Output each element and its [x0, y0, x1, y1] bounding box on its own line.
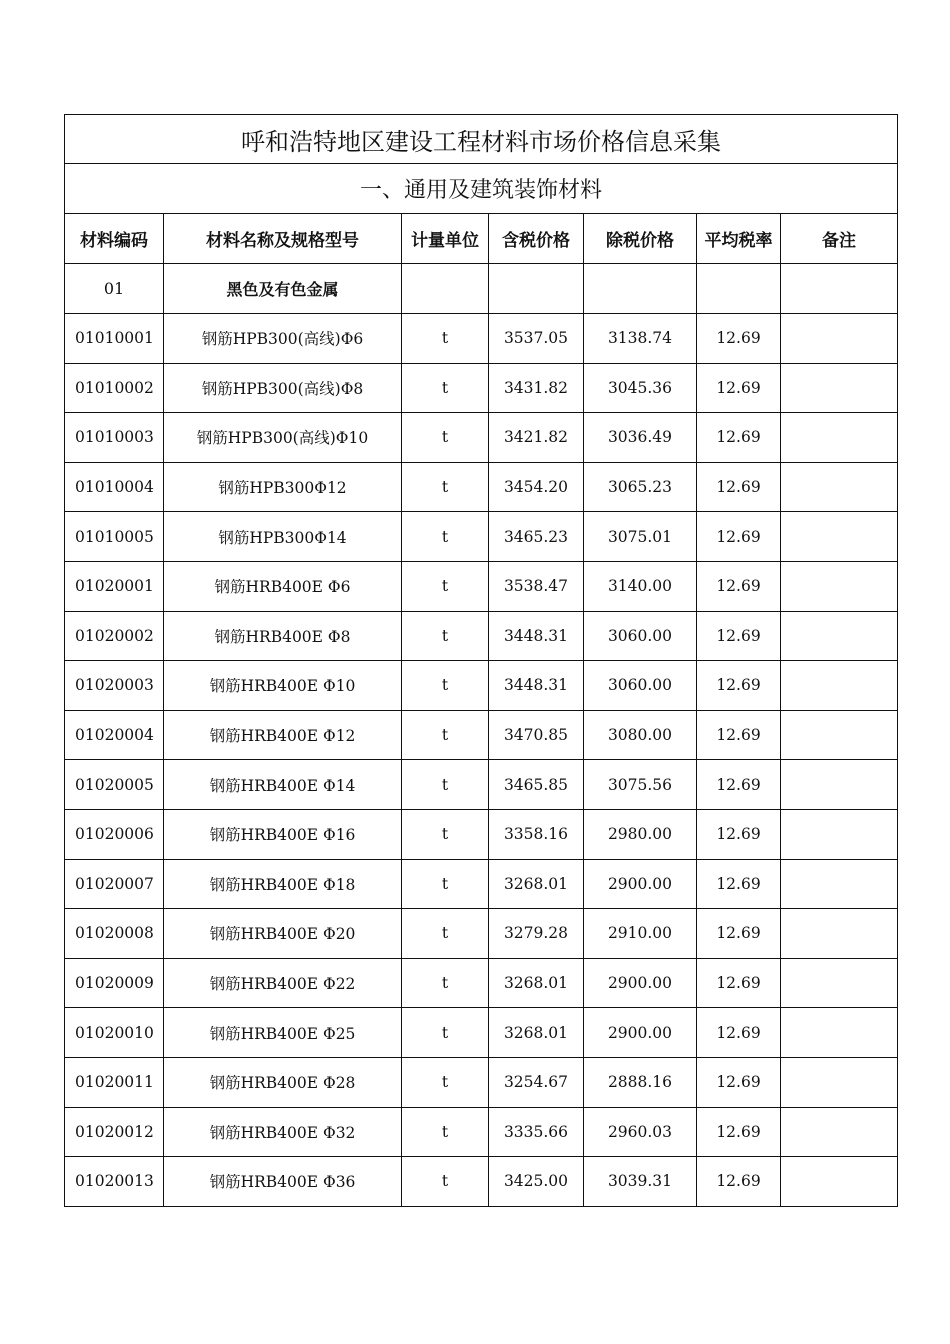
cell-note: [781, 859, 898, 909]
cell-code: 01020011: [65, 1057, 164, 1107]
cell-price-notax: 3138.74: [584, 314, 697, 364]
cell-note: [781, 958, 898, 1008]
cell-code: 01010001: [65, 314, 164, 364]
cell-price-tax: 3421.82: [489, 413, 584, 463]
cell-price-tax: 3425.00: [489, 1157, 584, 1207]
table-row: [65, 809, 898, 859]
table-row: [65, 363, 898, 413]
cell-price-notax: 2960.03: [584, 1107, 697, 1157]
cell-price-notax: 3140.00: [584, 561, 697, 611]
table-row: [65, 512, 898, 562]
cell-rate: 12.69: [697, 661, 781, 711]
cell-note: [781, 512, 898, 562]
cell-note: [781, 413, 898, 463]
cell-price-notax: 2980.00: [584, 809, 697, 859]
header-price-tax: 含税价格: [489, 214, 584, 264]
cell-name: 钢筋HRB400E Φ6: [164, 561, 402, 611]
cell-unit: t: [402, 909, 489, 959]
empty-cell: [402, 264, 489, 314]
cell-name: 钢筋HRB400E Φ8: [164, 611, 402, 661]
cell-price-tax: 3470.85: [489, 710, 584, 760]
cell-unit: t: [402, 958, 489, 1008]
cell-rate: 12.69: [697, 611, 781, 661]
cell-note: [781, 363, 898, 413]
cell-name: 钢筋HRB400E Φ22: [164, 958, 402, 1008]
table-row: [65, 760, 898, 810]
cell-unit: t: [402, 1157, 489, 1207]
cell-code: 01020010: [65, 1008, 164, 1058]
header-name: 材料名称及规格型号: [164, 214, 402, 264]
cell-price-notax: 3075.01: [584, 512, 697, 562]
cell-price-tax: 3538.47: [489, 561, 584, 611]
cell-rate: 12.69: [697, 909, 781, 959]
cell-price-notax: 3065.23: [584, 462, 697, 512]
cell-price-notax: 2888.16: [584, 1057, 697, 1107]
cell-rate: 12.69: [697, 462, 781, 512]
cell-rate: 12.69: [697, 710, 781, 760]
cell-code: 01020002: [65, 611, 164, 661]
table-row: [65, 314, 898, 364]
cell-unit: t: [402, 710, 489, 760]
cell-unit: t: [402, 462, 489, 512]
cell-note: [781, 909, 898, 959]
table-row: [65, 1107, 898, 1157]
cell-rate: 12.69: [697, 512, 781, 562]
table-row: [65, 661, 898, 711]
cell-code: 01020006: [65, 809, 164, 859]
cell-price-notax: 3039.31: [584, 1157, 697, 1207]
cell-note: [781, 1157, 898, 1207]
cell-rate: 12.69: [697, 1157, 781, 1207]
cell-price-notax: 3045.36: [584, 363, 697, 413]
cell-rate: 12.69: [697, 314, 781, 364]
cell-note: [781, 760, 898, 810]
cell-unit: t: [402, 512, 489, 562]
cell-price-notax: 2900.00: [584, 1008, 697, 1058]
cell-code: 01020003: [65, 661, 164, 711]
table-row: [65, 611, 898, 661]
table-row: [65, 909, 898, 959]
cell-name: 钢筋HRB400E Φ20: [164, 909, 402, 959]
cell-rate: 12.69: [697, 809, 781, 859]
cell-note: [781, 809, 898, 859]
cell-price-notax: 2900.00: [584, 859, 697, 909]
table-row: [65, 561, 898, 611]
cell-unit: t: [402, 760, 489, 810]
cell-code: 01020001: [65, 561, 164, 611]
cell-price-notax: 2910.00: [584, 909, 697, 959]
cell-unit: t: [402, 363, 489, 413]
table-row: [65, 1157, 898, 1207]
cell-price-tax: 3537.05: [489, 314, 584, 364]
category-code: 01: [65, 264, 164, 314]
cell-price-tax: 3254.67: [489, 1057, 584, 1107]
cell-price-tax: 3358.16: [489, 809, 584, 859]
cell-price-tax: 3448.31: [489, 661, 584, 711]
cell-name: 钢筋HRB400E Φ25: [164, 1008, 402, 1058]
cell-code: 01020013: [65, 1157, 164, 1207]
cell-unit: t: [402, 661, 489, 711]
cell-name: 钢筋HPB300(高线)Φ6: [164, 314, 402, 364]
cell-price-tax: 3279.28: [489, 909, 584, 959]
empty-cell: [781, 264, 898, 314]
cell-code: 01010005: [65, 512, 164, 562]
cell-price-notax: 3075.56: [584, 760, 697, 810]
cell-rate: 12.69: [697, 413, 781, 463]
cell-price-tax: 3335.66: [489, 1107, 584, 1157]
header-unit: 计量单位: [402, 214, 489, 264]
cell-price-tax: 3268.01: [489, 1008, 584, 1058]
cell-rate: 12.69: [697, 1057, 781, 1107]
cell-price-tax: 3268.01: [489, 958, 584, 1008]
cell-unit: t: [402, 809, 489, 859]
cell-name: 钢筋HPB300Φ14: [164, 512, 402, 562]
cell-price-notax: 3036.49: [584, 413, 697, 463]
cell-name: 钢筋HRB400E Φ16: [164, 809, 402, 859]
cell-unit: t: [402, 413, 489, 463]
cell-rate: 12.69: [697, 859, 781, 909]
cell-note: [781, 1057, 898, 1107]
cell-note: [781, 611, 898, 661]
cell-name: 钢筋HRB400E Φ18: [164, 859, 402, 909]
cell-unit: t: [402, 859, 489, 909]
category-name: 黑色及有色金属: [164, 264, 402, 314]
cell-name: 钢筋HPB300Φ12: [164, 462, 402, 512]
cell-price-tax: 3448.31: [489, 611, 584, 661]
table-row: [65, 413, 898, 463]
cell-name: 钢筋HPB300(高线)Φ8: [164, 363, 402, 413]
cell-unit: t: [402, 1107, 489, 1157]
cell-note: [781, 314, 898, 364]
cell-rate: 12.69: [697, 561, 781, 611]
cell-note: [781, 1008, 898, 1058]
cell-code: 01020009: [65, 958, 164, 1008]
table-title: 呼和浩特地区建设工程材料市场价格信息采集: [65, 115, 898, 164]
table-row: [65, 958, 898, 1008]
cell-name: 钢筋HRB400E Φ32: [164, 1107, 402, 1157]
cell-rate: 12.69: [697, 958, 781, 1008]
cell-price-tax: 3454.20: [489, 462, 584, 512]
cell-code: 01010004: [65, 462, 164, 512]
cell-price-notax: 3080.00: [584, 710, 697, 760]
cell-code: 01020007: [65, 859, 164, 909]
cell-price-tax: 3465.85: [489, 760, 584, 810]
table-row: [65, 1008, 898, 1058]
cell-note: [781, 1107, 898, 1157]
cell-unit: t: [402, 314, 489, 364]
cell-price-notax: 3060.00: [584, 611, 697, 661]
header-row: [65, 214, 898, 264]
cell-code: 01010003: [65, 413, 164, 463]
cell-note: [781, 710, 898, 760]
cell-price-notax: 3060.00: [584, 661, 697, 711]
cell-unit: t: [402, 611, 489, 661]
empty-cell: [489, 264, 584, 314]
cell-name: 钢筋HRB400E Φ10: [164, 661, 402, 711]
cell-rate: 12.69: [697, 1107, 781, 1157]
cell-code: 01020012: [65, 1107, 164, 1157]
cell-name: 钢筋HRB400E Φ12: [164, 710, 402, 760]
cell-price-notax: 2900.00: [584, 958, 697, 1008]
cell-unit: t: [402, 1057, 489, 1107]
cell-price-tax: 3431.82: [489, 363, 584, 413]
table-row: [65, 710, 898, 760]
header-code: 材料编码: [65, 214, 164, 264]
header-price-notax: 除税价格: [584, 214, 697, 264]
table-row: [65, 1057, 898, 1107]
cell-rate: 12.69: [697, 1008, 781, 1058]
table-row: [65, 462, 898, 512]
cell-note: [781, 462, 898, 512]
cell-note: [781, 561, 898, 611]
cell-name: 钢筋HPB300(高线)Φ10: [164, 413, 402, 463]
section-title: 一、通用及建筑装饰材料: [65, 164, 898, 214]
price-table: [64, 114, 898, 1207]
cell-unit: t: [402, 1008, 489, 1058]
cell-code: 01010002: [65, 363, 164, 413]
empty-cell: [697, 264, 781, 314]
table-row: [65, 859, 898, 909]
cell-rate: 12.69: [697, 760, 781, 810]
cell-code: 01020008: [65, 909, 164, 959]
cell-price-tax: 3268.01: [489, 859, 584, 909]
cell-price-tax: 3465.23: [489, 512, 584, 562]
cell-name: 钢筋HRB400E Φ36: [164, 1157, 402, 1207]
cell-rate: 12.69: [697, 363, 781, 413]
empty-cell: [584, 264, 697, 314]
header-rate: 平均税率: [697, 214, 781, 264]
cell-unit: t: [402, 561, 489, 611]
category-row: [65, 264, 898, 314]
header-note: 备注: [781, 214, 898, 264]
cell-name: 钢筋HRB400E Φ28: [164, 1057, 402, 1107]
cell-code: 01020004: [65, 710, 164, 760]
cell-code: 01020005: [65, 760, 164, 810]
cell-note: [781, 661, 898, 711]
cell-name: 钢筋HRB400E Φ14: [164, 760, 402, 810]
